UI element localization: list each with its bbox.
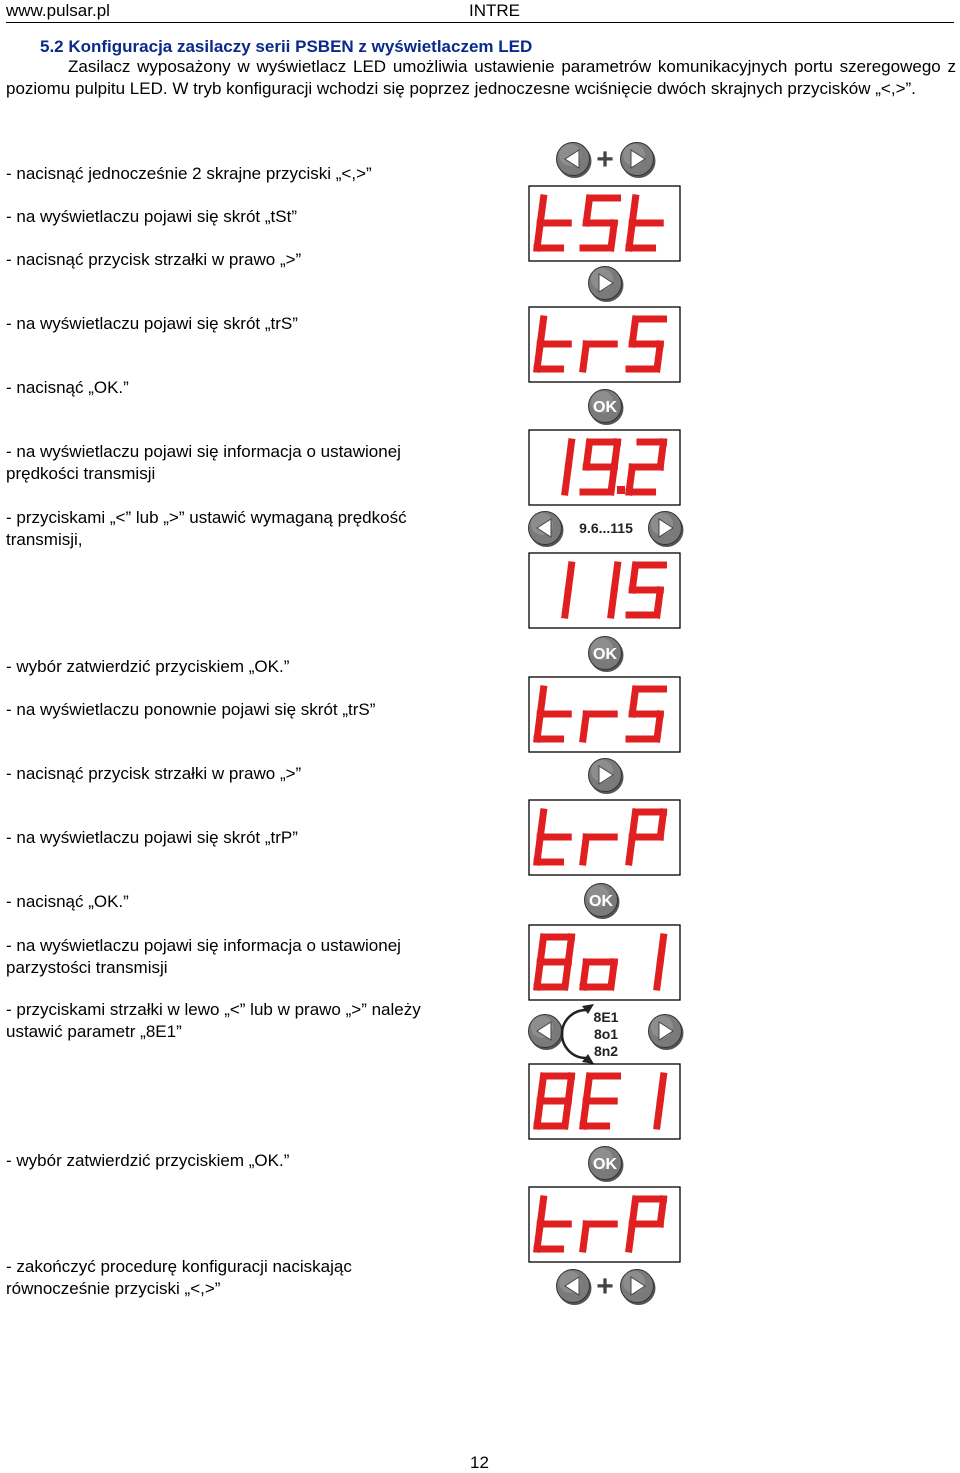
led-segment (537, 837, 540, 862)
instruction-line: - zakończyć procedurę konfiguracji naciskając (6, 1257, 352, 1276)
speed-range-label: 9.6...115 (579, 520, 633, 536)
ok-label: OK (593, 646, 617, 663)
instruction-line: - wybór zatwierdzić przyciskiem „OK.” (6, 1151, 290, 1170)
led-segment (660, 1199, 663, 1224)
led-segment (657, 962, 660, 987)
led-segment (537, 223, 540, 248)
parity-option: 8o1 (593, 1026, 619, 1042)
instruction-line: - przyciskami „<” lub „>” ustawić wymaganą prędkość (6, 508, 407, 527)
right-arrow-button[interactable] (621, 1270, 656, 1306)
led-segment (540, 198, 543, 223)
led-segment (611, 223, 614, 248)
led-segment (568, 1076, 571, 1101)
led-segment (632, 812, 635, 837)
instruction-line: - nacisnąć jednocześnie 2 skrajne przyciski „<,>” (6, 164, 372, 183)
brand-name: INTRE (469, 1, 520, 20)
plus-sign: + (596, 1270, 614, 1303)
instruction-line: - nacisnąć przycisk strzałki w prawo „>” (6, 764, 302, 783)
led-segment (629, 467, 632, 492)
led-segment (660, 812, 663, 837)
right-arrow-button[interactable] (649, 512, 684, 548)
led-segment (586, 442, 589, 467)
led-segment (611, 467, 614, 492)
instruction-line: transmisji, (6, 530, 83, 549)
ok-button[interactable] (585, 884, 620, 920)
led-segment (657, 714, 660, 739)
led-segment (586, 1076, 589, 1101)
led-segment (632, 319, 635, 344)
instruction-line: - na wyświetlaczu pojawi się skrót „trP” (6, 828, 298, 847)
right-arrow-button[interactable] (589, 759, 624, 795)
led-segment (537, 344, 540, 369)
left-arrow-button[interactable] (529, 1015, 564, 1051)
instruction-line: parzystości transmisji (6, 958, 168, 977)
instruction-line: - nacisnąć „OK.” (6, 892, 129, 911)
instruction-line: - nacisnąć przycisk strzałki w prawo „>” (6, 250, 302, 269)
led-segment (629, 223, 632, 248)
left-arrow-button[interactable] (529, 512, 564, 548)
intro-paragraph: Zasilacz wyposażony w wyświetlacz LED umożliwia ustawienie parametrów komunikacyjnych portu szeregowego z poziomu pulpitu LED. W tryb konfiguracji wchodzi się poprzez jednoczesne wciśnięcie dwóch skrajnych przycisków „<,>”. (6, 57, 956, 98)
ok-button[interactable] (589, 390, 624, 426)
right-arrow-button[interactable] (649, 1015, 684, 1051)
led-segment (660, 1076, 663, 1101)
led-segment (583, 1101, 586, 1126)
led-segment (657, 590, 660, 615)
left-arrow-button[interactable] (557, 1270, 592, 1306)
led-segment (565, 467, 568, 492)
instruction-line: - przyciskami strzałki w lewo „<” lub w prawo „>” należy (6, 1000, 421, 1019)
led-segment (565, 590, 568, 615)
led-segment (540, 319, 543, 344)
cycle-arrow-icon (562, 1010, 586, 1058)
right-arrow-button[interactable] (621, 143, 656, 179)
instruction-line: - nacisnąć „OK.” (6, 378, 129, 397)
led-segment (565, 962, 568, 987)
instruction-line: - na wyświetlaczu pojawi się skrót „trS” (6, 314, 298, 333)
led-segment (568, 442, 571, 467)
led-segment (629, 837, 632, 862)
led-segment (540, 937, 543, 962)
led-segment (583, 962, 586, 987)
led-segment (537, 714, 540, 739)
instruction-line: ustawić parametr „8E1” (6, 1022, 182, 1041)
instruction-line: - na wyświetlaczu ponownie pojawi się skrót „trS” (6, 700, 376, 719)
instruction-line: prędkości transmisji (6, 464, 156, 483)
led-segment (540, 812, 543, 837)
instruction-line: równocześnie przyciski „<,>” (6, 1279, 221, 1298)
led-segment (540, 689, 543, 714)
led-segment (568, 937, 571, 962)
led-segment (540, 1076, 543, 1101)
led-display (0, 0, 680, 261)
led-segment (586, 198, 589, 223)
led-segment (632, 689, 635, 714)
led-segment (537, 1224, 540, 1249)
led-segment (660, 442, 663, 467)
right-arrow-button[interactable] (589, 267, 624, 303)
led-segment (565, 1101, 568, 1126)
parity-option: 8n2 (593, 1043, 619, 1059)
led-segment (583, 714, 586, 739)
led-decimal-point (617, 486, 625, 494)
page-number: 12 (470, 1453, 489, 1472)
led-segment (583, 1224, 586, 1249)
ok-label: OK (589, 893, 613, 910)
led-segment (583, 344, 586, 369)
instruction-line: - wybór zatwierdzić przyciskiem „OK.” (6, 657, 290, 676)
ok-button[interactable] (589, 1147, 624, 1183)
led-segment (657, 344, 660, 369)
ok-label: OK (593, 399, 617, 416)
led-segment (611, 590, 614, 615)
ok-label: OK (593, 1156, 617, 1173)
led-segment (540, 1199, 543, 1224)
led-segment (611, 962, 614, 987)
ok-button[interactable] (589, 637, 624, 673)
led-segment (629, 1224, 632, 1249)
led-segment (614, 565, 617, 590)
led-segment (614, 442, 617, 467)
parity-option: 8E1 (593, 1009, 619, 1025)
led-segment (583, 837, 586, 862)
led-segment (632, 1199, 635, 1224)
instruction-line: - na wyświetlaczu pojawi się informacja o ustawionej (6, 442, 401, 461)
instruction-line: - na wyświetlaczu pojawi się skrót „tSt” (6, 207, 297, 226)
left-arrow-button[interactable] (557, 143, 592, 179)
section-title: 5.2 Konfiguracja zasilaczy serii PSBEN z wyświetlaczem LED (40, 37, 533, 56)
led-segment (632, 565, 635, 590)
site-url: www.pulsar.pl (6, 1, 110, 20)
led-segment (657, 1101, 660, 1126)
led-segment (660, 937, 663, 962)
plus-sign: + (596, 143, 614, 176)
instruction-line: - na wyświetlaczu pojawi się informacja o ustawionej (6, 936, 401, 955)
led-segment (537, 962, 540, 987)
led-segment (632, 198, 635, 223)
led-segment (537, 1101, 540, 1126)
led-segment (568, 565, 571, 590)
